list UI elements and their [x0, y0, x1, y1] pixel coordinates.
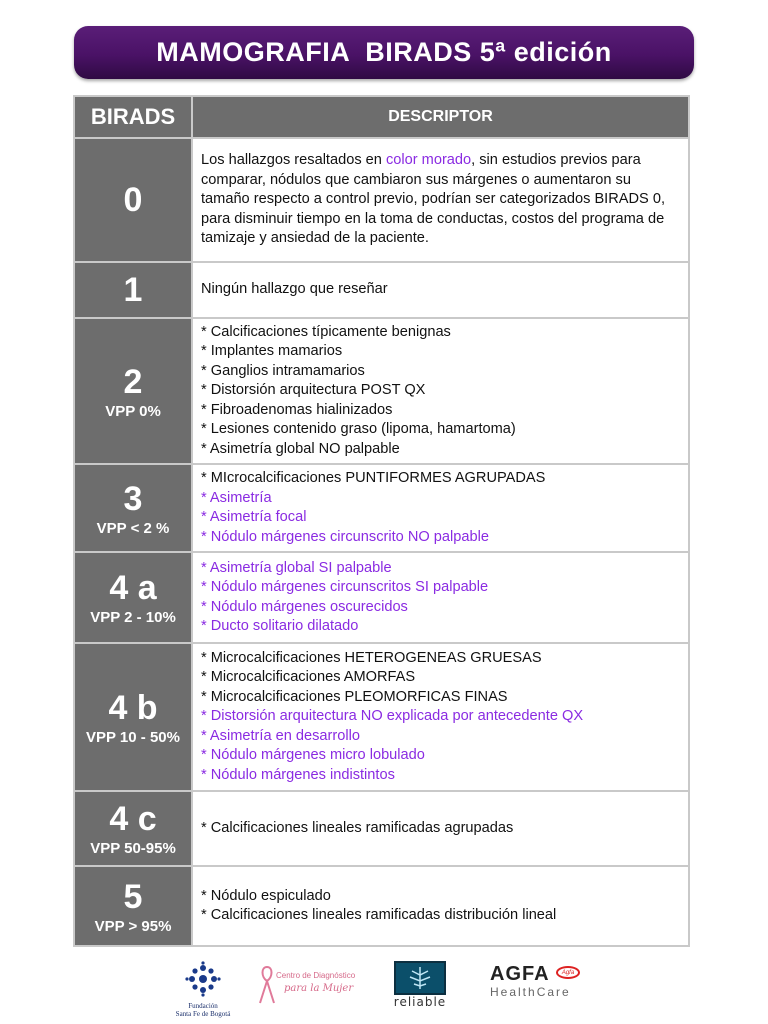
descriptor-cell: [192, 866, 689, 946]
table-row: [74, 866, 689, 946]
vpp-value: VPP 50-95%: [90, 840, 176, 857]
agfa-rhombus-icon: Agfa: [556, 966, 580, 979]
vpp-value: VPP 10 - 50%: [86, 728, 180, 746]
vpp-value: VPP > 95%: [94, 917, 172, 935]
pink-ribbon-icon: [258, 965, 276, 1005]
title-banner: [74, 26, 694, 79]
descriptor-item: * Nódulo márgenes micro lobulado: [201, 747, 425, 764]
descriptor-item: * Asimetría: [201, 489, 272, 506]
birads-category-cell: [74, 318, 192, 464]
birads-category-cell: [74, 262, 192, 318]
agfa-healthcare: HealthCare: [490, 985, 571, 999]
table-row: [74, 791, 689, 866]
descriptor-item: * Microcalcificaciones AMORFAS: [201, 669, 416, 686]
descriptor-paragraph: [201, 151, 680, 249]
birads-category-number: 4 b: [108, 688, 158, 727]
descriptor-item: * Calcificaciones lineales ramificadas agrupadas: [201, 819, 514, 836]
descriptor-cell: [192, 791, 689, 866]
xray-screen-icon: [394, 961, 446, 995]
agfa-logo: [490, 963, 590, 999]
descriptor-item: * Nódulo márgenes circunscritos SI palpable: [201, 579, 489, 595]
descriptor-item: * Ducto solitario dilatado: [201, 618, 359, 634]
reliable-text: reliable: [393, 995, 447, 1009]
agfa-brand: AGFA: [490, 963, 550, 985]
vpp-value: VPP 0%: [105, 402, 161, 420]
table-row: [74, 552, 689, 643]
descriptor-item: * Calcificaciones lineales ramificadas distribución lineal: [201, 907, 557, 923]
birads-category-cell: [74, 643, 192, 791]
descriptor-item: * Asimetría global SI palpable: [201, 559, 392, 576]
descriptor-cell: [192, 643, 689, 791]
descriptor-item: * MIcrocalcificaciones PUNTIFORMES AGRUPADAS: [201, 470, 546, 486]
descriptor-item: * Asimetría en desarrollo: [201, 727, 360, 744]
paragraph-after: , sin estudios previos para comparar, nódulos que cambiaron sus márgenes o aumentaron su tamaño respecto a control previo, podrían ser categorizados BIRADS 0, para disminuir tiempo en la toma de conductas, costos del programa de tamizaje y ansiedad de la paciente.: [201, 152, 665, 247]
descriptor-item: * Asimetría global NO palpable: [201, 440, 400, 457]
birads-category-number: 4 a: [109, 569, 157, 607]
birads-category-cell: [74, 866, 192, 946]
birads-category-number: 3: [123, 479, 143, 518]
descriptor-item: * Nódulo márgenes circunscrito NO palpable: [201, 528, 489, 545]
descriptor-item: * Fibroadenomas hialinizados: [201, 401, 393, 418]
birads-category-cell: [74, 791, 192, 866]
table-row: [74, 262, 689, 318]
descriptor-item: * Distorsión arquitectura POST QX: [201, 382, 426, 399]
table-row: [74, 643, 689, 791]
descriptor-cell: [192, 262, 689, 318]
descriptor-item: * Microcalcificaciones HETEROGENEAS GRUESAS: [201, 649, 542, 666]
cdm-text-1: Centro de Diagnóstico: [276, 971, 356, 980]
table-row: [74, 138, 689, 262]
birads-category-number: 4 c: [109, 800, 157, 838]
descriptor-item: * Distorsión arquitectura NO explicada por antecedente QX: [201, 708, 584, 725]
descriptor-item: * Lesiones contenido graso (lipoma, hamartoma): [201, 421, 516, 438]
birads-category-number: 2: [123, 362, 143, 401]
table-body: [74, 138, 689, 946]
descriptor-cell: [192, 464, 689, 552]
descriptor-item: * Nódulo espiculado: [201, 887, 331, 904]
birads-category-cell: [74, 464, 192, 552]
birads-category-number: 1: [123, 271, 143, 309]
vpp-value: VPP < 2 %: [96, 519, 170, 537]
snowflake-icon: [185, 961, 221, 997]
paragraph-before: Los hallazgos resaltados en: [201, 152, 386, 169]
descriptor-cell: [192, 138, 689, 262]
birads-category-number: 5: [123, 877, 143, 916]
descriptor-item: * Calcificaciones típicamente benignas: [201, 323, 451, 340]
birads-category-cell: [74, 552, 192, 643]
footer-logos: [0, 955, 768, 1018]
table-row: [74, 318, 689, 464]
fsfb-text-1: Fundación: [188, 1002, 218, 1010]
descriptor-item: * Asimetría focal: [201, 509, 307, 525]
vpp-value: VPP 2 - 10%: [90, 609, 176, 626]
table-header-row: [74, 96, 689, 138]
descriptor-cell: [192, 318, 689, 464]
birads-category-number: 0: [123, 181, 143, 219]
header-birads: BIRADS: [74, 96, 192, 138]
header-descriptor: DESCRIPTOR: [192, 96, 689, 138]
birads-category-cell: [74, 138, 192, 262]
table-row: [74, 464, 689, 552]
descriptor-item: Ningún hallazgo que reseñar: [201, 281, 388, 298]
descriptor-item: * Implantes mamarios: [201, 343, 343, 360]
fundacion-santa-fe-logo: [170, 961, 236, 1018]
descriptor-item: * Microcalcificaciones PLEOMORFICAS FINAS: [201, 688, 508, 705]
paragraph-highlight: color morado: [385, 152, 472, 169]
cdm-text-2: para la Mujer: [284, 983, 354, 994]
birads-table: [73, 95, 690, 947]
descriptor-item: * Nódulo márgenes indistintos: [201, 766, 395, 783]
descriptor-item: * Nódulo márgenes oscurecidos: [201, 598, 408, 615]
page-title: MAMOGRAFIA BIRADS 5ª edición: [156, 37, 612, 67]
descriptor-item: * Ganglios intramamarios: [201, 362, 365, 379]
reliable-logo: [384, 961, 456, 1007]
fsfb-text-2: Santa Fe de Bogotá: [175, 1010, 231, 1018]
descriptor-cell: [192, 552, 689, 643]
centro-diagnostico-logo: [258, 965, 356, 1010]
